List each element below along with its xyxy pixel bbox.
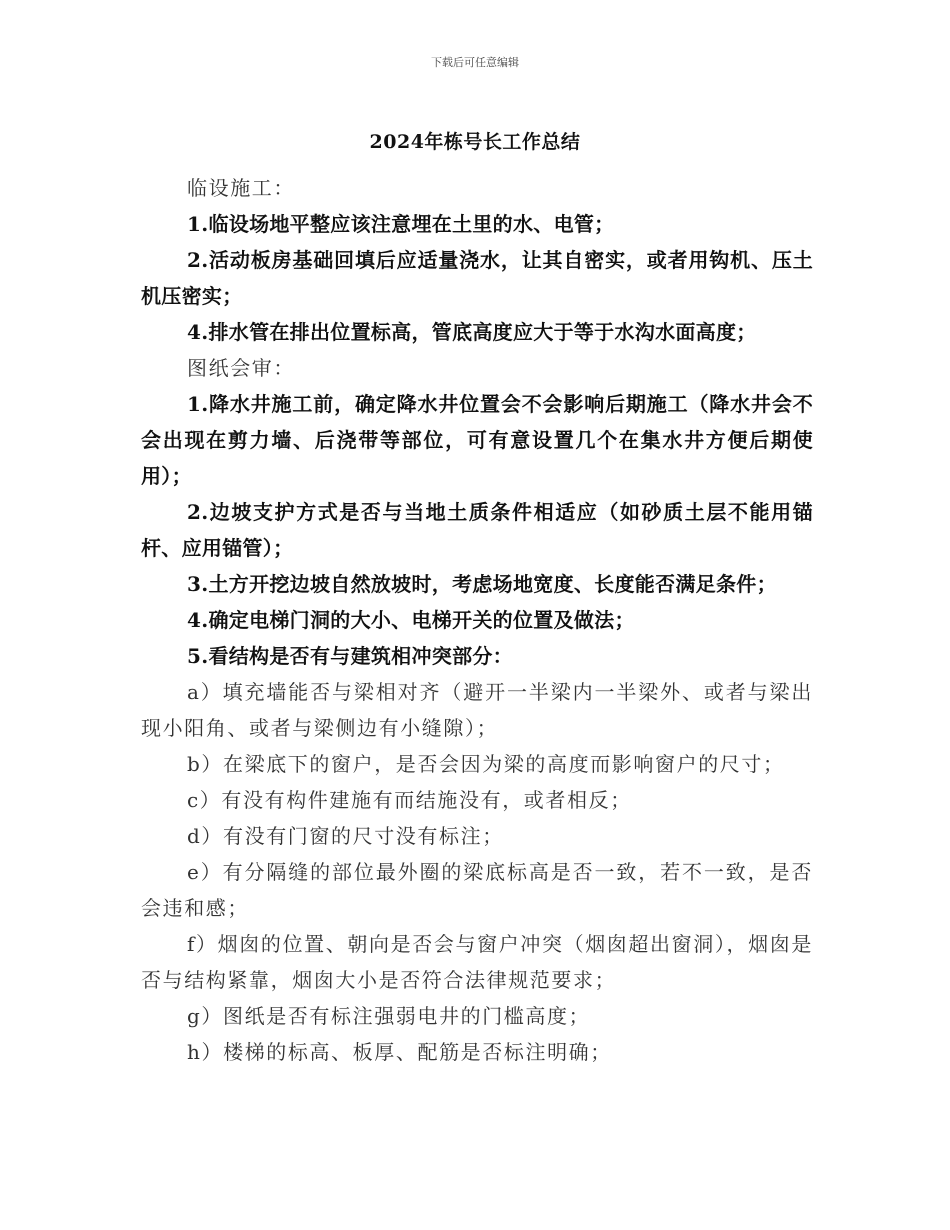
header-note: 下载后可任意编辑 bbox=[431, 56, 519, 69]
paragraph: 1.临设场地平整应该注意埋在土里的水、电管； bbox=[187, 212, 615, 236]
paragraph: 1.降水井施工前，确定降水井位置会不会影响后期施工（降水井会不会出现在剪力墙、后浇带等部位，可有意设置几个在集水井方便后期使用）； bbox=[141, 392, 813, 488]
document-title: 2024年栋号长工作总结 bbox=[369, 131, 581, 153]
paragraph: 4.确定电梯门洞的大小、电梯开关的位置及做法； bbox=[187, 608, 635, 632]
paragraph: 图纸会审： bbox=[187, 356, 295, 380]
paragraph: 2.活动板房基础回填后应适量浇水，让其自密实，或者用钩机、压土机压密实； bbox=[141, 248, 813, 308]
paragraph: d）有没有门窗的尺寸没有标注； bbox=[187, 824, 504, 848]
paragraph: 5.看结构是否有与建筑相冲突部分： bbox=[187, 644, 513, 668]
paragraph: g）图纸是否有标注强弱电井的门槛高度； bbox=[187, 1004, 591, 1028]
paragraph: b）在梁底下的窗户，是否会因为梁的高度而影响窗户的尺寸； bbox=[187, 752, 785, 776]
paragraph: 临设施工： bbox=[187, 176, 295, 200]
paragraph: c）有没有构件建施有而结施没有，或者相反； bbox=[187, 788, 632, 812]
paragraph: 4.排水管在排出位置标高，管底高度应大于等于水沟水面高度； bbox=[187, 320, 757, 344]
paragraph: e）有分隔缝的部位最外圈的梁底标高是否一致，若不一致，是否会违和感； bbox=[141, 860, 813, 920]
paragraph: 3.土方开挖边坡自然放坡时，考虑场地宽度、长度能否满足条件； bbox=[187, 572, 777, 596]
paragraph: f）烟囱的位置、朝向是否会与窗户冲突（烟囱超出窗洞），烟囱是否与结构紧靠，烟囱大小是否符合法律规范要求； bbox=[141, 932, 813, 992]
document-body bbox=[141, 170, 813, 1070]
paragraph: 2.边坡支护方式是否与当地土质条件相适应（如砂质土层不能用锚杆、应用锚管）； bbox=[141, 500, 813, 560]
paragraph: h）楼梯的标高、板厚、配筋是否标注明确； bbox=[187, 1040, 612, 1064]
paragraph: a）填充墙能否与梁相对齐（避开一半梁内一半梁外、或者与梁出现小阳角、或者与梁侧边有小缝隙）； bbox=[141, 680, 813, 740]
